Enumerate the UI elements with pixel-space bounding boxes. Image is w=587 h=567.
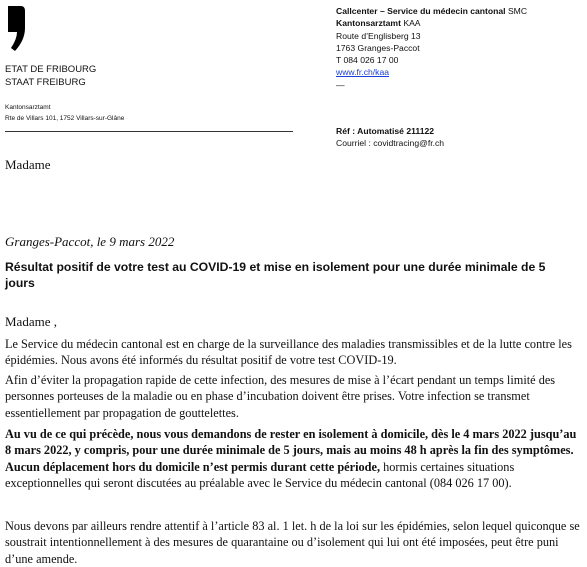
sender-address: Rte de Villars 101, 1752 Villars-sur-Glâne <box>5 115 125 122</box>
callcenter-street: Route d’Englisberg 13 <box>336 30 421 41</box>
callcenter-city: 1763 Granges-Paccot <box>336 42 420 53</box>
paragraph-4: Nous devons par ailleurs rendre attentif à l’article 83 al. 1 let. h de la loi sur les épidémies, selon lequel quiconque se soustrait intentionnellement à des mesures de quarantaine ou d’isolement qui lui ont été imposées, peut être puni d’une amende. <box>5 519 580 566</box>
canton-name-fr: ETAT DE FRIBOURG <box>5 64 97 75</box>
callcenter-subtitle: Kantonsarztamt KAA <box>336 18 421 29</box>
callcenter-phone: T 084 026 17 00 <box>336 55 399 66</box>
paragraph-1: Le Service du médecin cantonal est en charge de la surveillance des maladies transmissibles et de la lutte contre les épidémies. Nous avons été informés du résultat positif de votre test COVID-19. <box>5 337 572 368</box>
paragraph-3 <box>5 426 583 491</box>
place-date: Granges-Paccot, le 9 mars 2022 <box>5 234 175 249</box>
canton-name <box>5 63 96 89</box>
reference-block <box>336 125 444 149</box>
sender-block <box>5 103 124 123</box>
reference-email: Courriel : covidtracing@fr.ch <box>336 138 445 148</box>
recipient: Madame <box>5 157 51 172</box>
callcenter-title: Callcenter – Service du médecin cantonal SMC <box>336 6 528 16</box>
canton-name-de: STAAT FREIBURG <box>5 77 86 88</box>
paragraph-3-bold: Au vu de ce qui précède, nous vous demandons de rester en isolement à domicile, dès le 4 mars 2022 jusqu’au 8 mars 2022, y compris, pour une durée minimale de 5 jours, mais au moins 48 h après la fin des symptômes. Aucun déplacement hors du domicile n’est permis durant cette période, <box>5 427 577 474</box>
salutation: Madame , <box>5 314 57 329</box>
fribourg-logo-icon <box>6 6 26 52</box>
reference-number: Réf : Automatisé 211122 <box>336 126 435 136</box>
letter-subject: Résultat positif de votre test au COVID-19 et mise en isolement pour une durée minimale de 5 jours <box>5 260 546 290</box>
sender-org: Kantonsarztamt <box>5 104 51 111</box>
paragraph-3-normal: hormis certaines situations exceptionnelles qui seront discutées au préalable avec le Service du médecin cantonal (084 026 17 00). <box>5 459 515 490</box>
callcenter-block <box>336 5 527 91</box>
sender-divider <box>5 131 293 132</box>
website-link[interactable]: www.fr.ch/kaa <box>336 67 390 78</box>
callcenter-dash: — <box>336 79 345 90</box>
paragraph-2: Afin d’éviter la propagation rapide de cette infection, des mesures de mise à l’écart pendant un temps limité des personnes porteuses de la maladie ou en phase d’incubation doivent être prises. Votre infection se transmet essentiellement par propagation de gouttelettes. <box>5 373 556 420</box>
